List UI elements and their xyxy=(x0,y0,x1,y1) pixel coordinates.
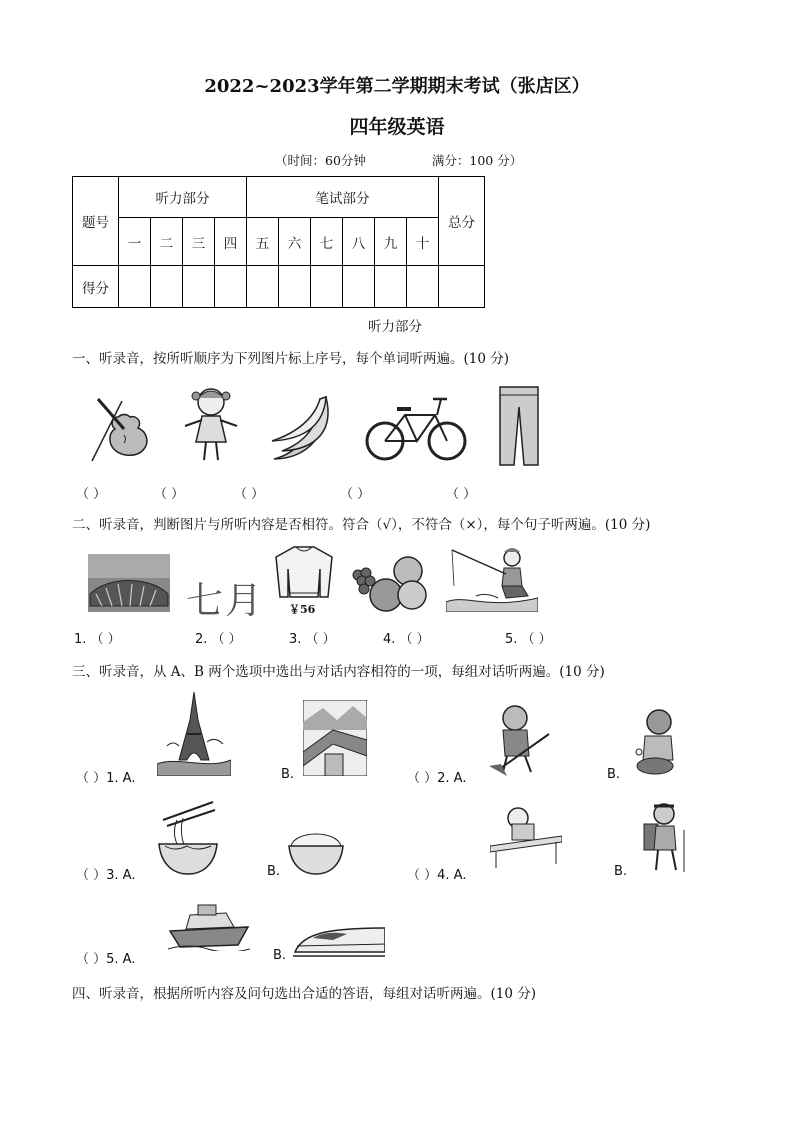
q3-item-4-label[interactable]: （ ）4. A. xyxy=(407,868,467,883)
q3-item-2-b[interactable]: B. xyxy=(607,767,621,782)
score-cell[interactable] xyxy=(279,266,311,308)
q3-item-5-label[interactable]: （ ）5. A. xyxy=(76,952,136,967)
high-speed-train-icon xyxy=(293,922,385,960)
total-score-cell[interactable] xyxy=(439,266,485,308)
hiker-icon xyxy=(636,800,692,874)
writing-header: 笔试部分 xyxy=(247,177,439,218)
q4-instruction: 四、听录音，根据所听内容及问句选出合适的答语，每组对话听两遍。(10 分) xyxy=(72,986,537,1002)
q2-blank[interactable]: 2. （ ） xyxy=(195,632,242,647)
q3-item-5-b[interactable]: B. xyxy=(273,948,287,963)
q2-blank[interactable]: 3. （ ） xyxy=(289,632,336,647)
boy-studying-icon xyxy=(490,806,562,868)
question-number: 一 xyxy=(119,218,151,266)
sweater-icon xyxy=(274,545,334,601)
q3-item-1-label[interactable]: （ ）1. A. xyxy=(76,771,136,786)
score-cell[interactable] xyxy=(151,266,183,308)
q1-instruction: 一、听录音，按所听顺序为下列图片标上序号，每个单词听两遍。(10 分) xyxy=(72,351,510,367)
q1-blank[interactable]: （ ） xyxy=(234,487,265,502)
score-cell[interactable] xyxy=(407,266,439,308)
score-cell[interactable] xyxy=(183,266,215,308)
score-cell[interactable] xyxy=(311,266,343,308)
q1-blank[interactable]: （ ） xyxy=(446,487,477,502)
q1-blank[interactable]: （ ） xyxy=(154,487,185,502)
boy-sweeping-icon xyxy=(487,704,551,776)
fishing-icon xyxy=(446,546,538,612)
listening-header: 听力部分 xyxy=(119,177,247,218)
girl-icon xyxy=(182,384,240,466)
q1-blank[interactable]: （ ） xyxy=(76,487,107,502)
exam-meta xyxy=(275,151,522,169)
question-number: 六 xyxy=(279,218,311,266)
q3-item-3-label[interactable]: （ ）3. A. xyxy=(76,868,136,883)
q1-blank[interactable]: （ ） xyxy=(340,487,371,502)
section-label-listening: 听力部分 xyxy=(368,319,422,335)
ship-icon xyxy=(168,903,250,951)
total-header: 总分 xyxy=(439,177,485,266)
violin-icon xyxy=(88,395,154,465)
bike-icon xyxy=(365,393,467,463)
eiffel-tower-icon xyxy=(157,690,231,776)
q3-item-4-b[interactable]: B. xyxy=(614,864,628,879)
price-label: ￥56 xyxy=(289,603,316,616)
score-cell[interactable] xyxy=(119,266,151,308)
q3-item-2-label[interactable]: （ ）2. A. xyxy=(407,771,467,786)
score-cell[interactable] xyxy=(343,266,375,308)
noodles-icon xyxy=(157,800,219,876)
score-cell[interactable] xyxy=(247,266,279,308)
question-number: 二 xyxy=(151,218,183,266)
fruit-icon xyxy=(350,551,428,613)
score-cell[interactable] xyxy=(375,266,407,308)
stadium-icon xyxy=(88,554,170,612)
question-number: 八 xyxy=(343,218,375,266)
exam-time: （时间：60分钟 xyxy=(275,153,366,168)
q2-blank[interactable]: 1. （ ） xyxy=(74,632,121,647)
exam-full-score: 满分：100 分） xyxy=(431,153,523,168)
question-number: 七 xyxy=(311,218,343,266)
q3-item-3-b[interactable]: B. xyxy=(267,864,281,879)
q3-item-1-b[interactable]: B. xyxy=(281,767,295,782)
exam-title: 2022~2023学年第二学期期末考试（张店区） xyxy=(204,76,590,97)
q2-blank[interactable]: 4. （ ） xyxy=(383,632,430,647)
rice-bowl-icon xyxy=(287,828,345,876)
question-number: 四 xyxy=(215,218,247,266)
pants-icon xyxy=(496,385,542,467)
q2-blank[interactable]: 5. （ ） xyxy=(505,632,552,647)
score-cell[interactable] xyxy=(215,266,247,308)
question-number: 九 xyxy=(375,218,407,266)
q3-instruction: 三、听录音，从 A、B 两个选项中选出与对话内容相符的一项，每组对话听两遍。(10 分) xyxy=(72,664,605,680)
q2-instruction: 二、听录音，判断图片与所听内容是否相符。符合（√），不符合（×），每个句子听两遍。(10 分) xyxy=(72,517,651,533)
score-table xyxy=(72,176,485,308)
question-number: 十 xyxy=(407,218,439,266)
great-wall-icon xyxy=(303,700,367,776)
boy-washing-icon xyxy=(633,708,681,776)
table-row-header: 题号 xyxy=(73,177,119,266)
question-number: 五 xyxy=(247,218,279,266)
score-label: 得分 xyxy=(73,266,119,308)
july-text: 七月 xyxy=(186,579,264,622)
banana-icon xyxy=(268,393,338,465)
question-number: 三 xyxy=(183,218,215,266)
exam-subtitle: 四年级英语 xyxy=(349,116,445,138)
